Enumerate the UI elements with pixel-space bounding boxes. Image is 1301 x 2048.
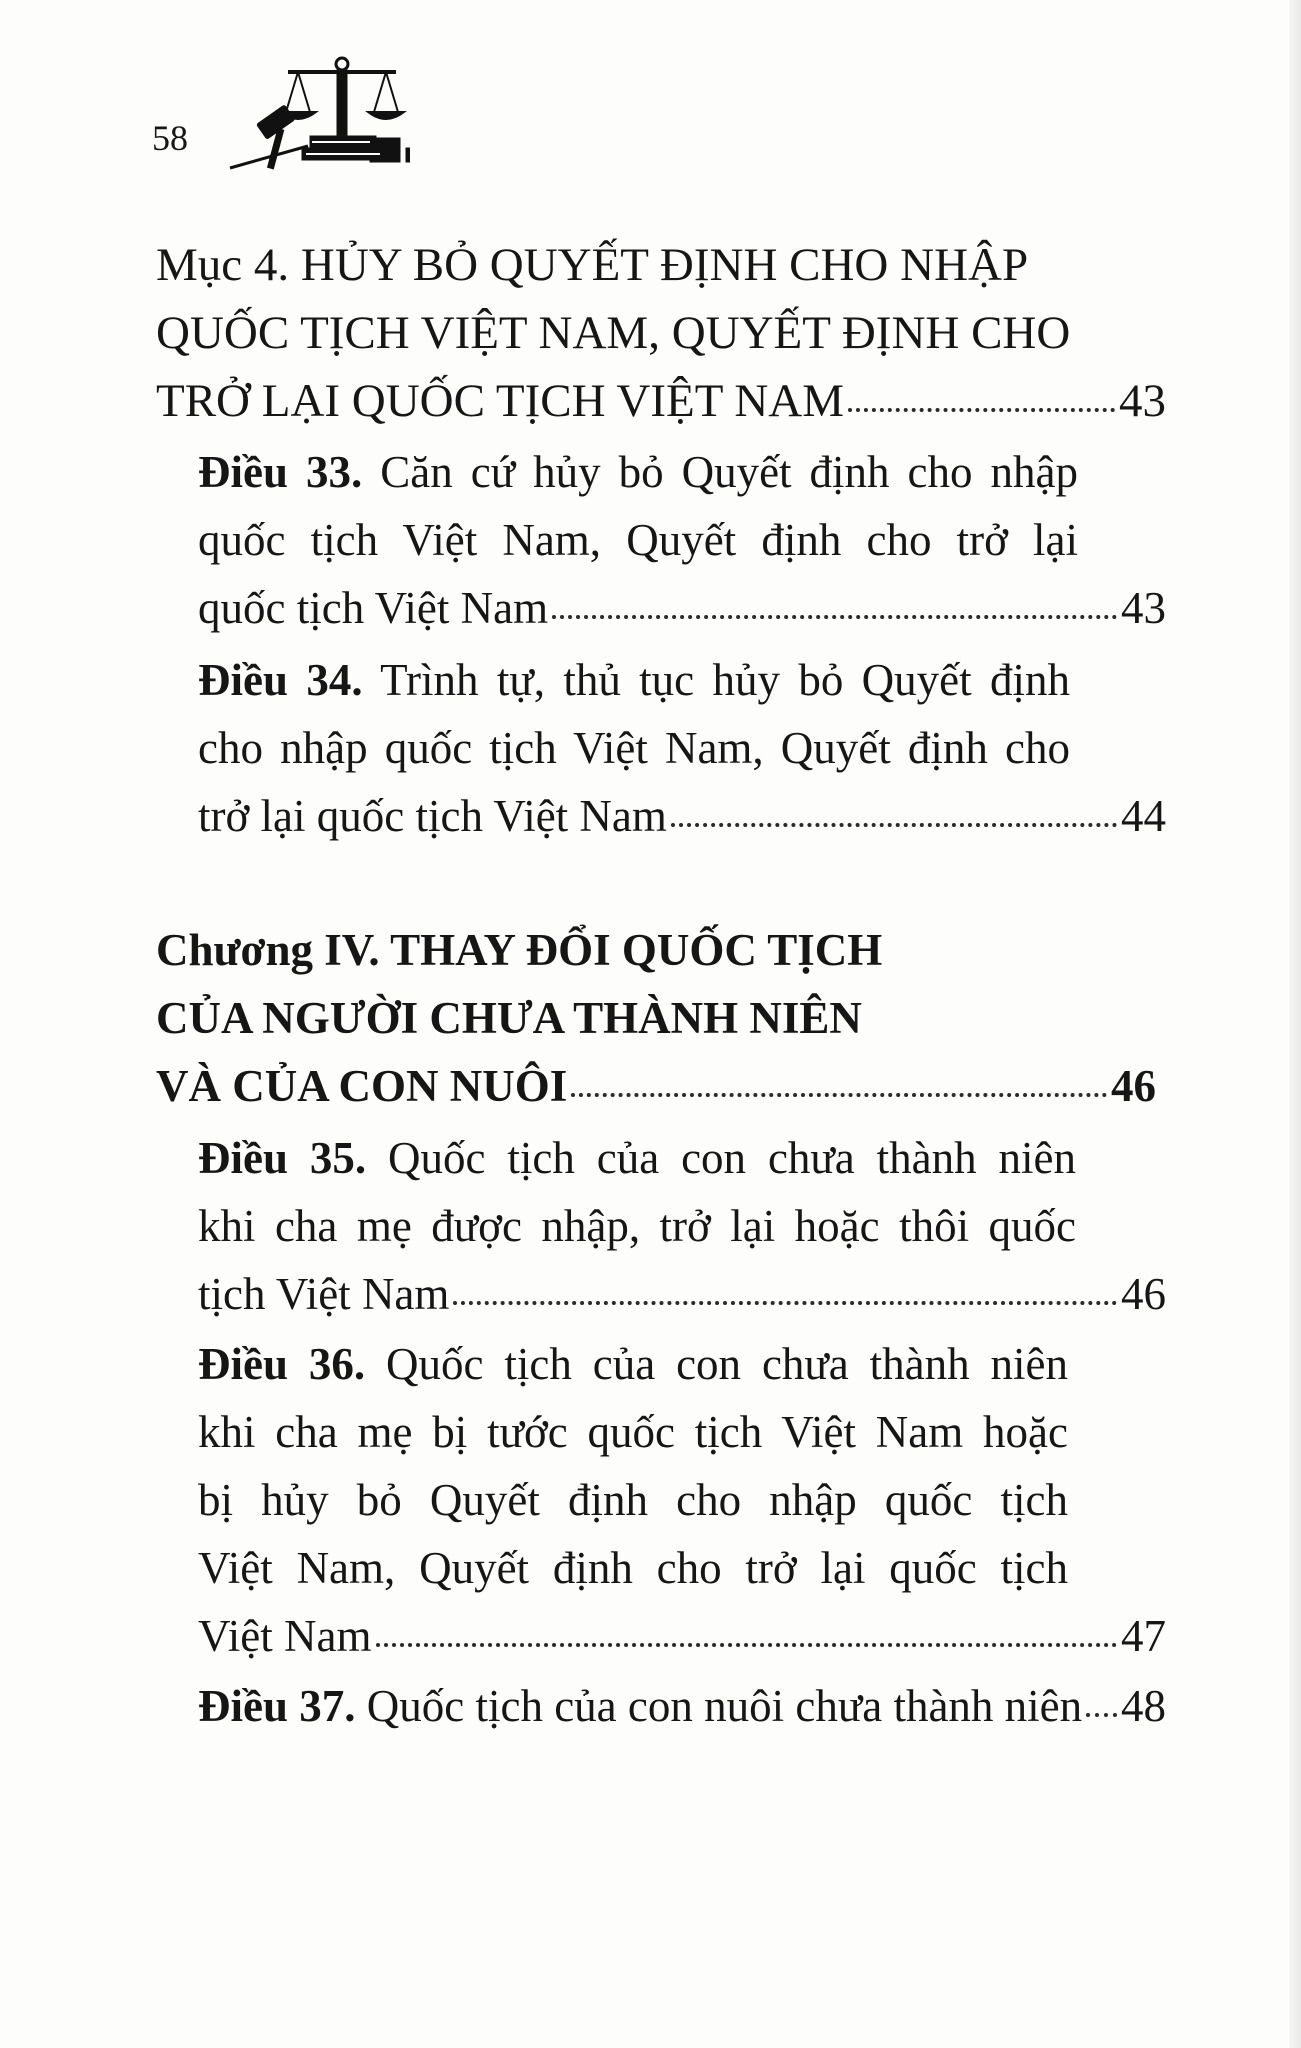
section-entry-leader bbox=[156, 375, 1166, 427]
page-ref: 48 bbox=[1121, 1681, 1166, 1731]
article-title-line bbox=[198, 1339, 1069, 1389]
article-text: Căn cứ hủy bỏ Quyết định cho nhập bbox=[380, 447, 1078, 497]
chapter-entry-leader bbox=[156, 1061, 1156, 1111]
article-title-line: cho nhập quốc tịch Việt Nam, Quyết định cho bbox=[198, 723, 1070, 773]
article-title-line: bị hủy bỏ Quyết định cho nhập quốc tịch bbox=[198, 1475, 1068, 1525]
chapter-title-line: CỦA NGƯỜI CHƯA THÀNH NIÊN bbox=[156, 993, 862, 1043]
dot-leader bbox=[1086, 1713, 1117, 1717]
article-entry-leader bbox=[198, 1611, 1166, 1661]
article-title-line: quốc tịch Việt Nam, Quyết định cho trở lại bbox=[198, 515, 1078, 565]
page-ref: 43 bbox=[1119, 375, 1166, 427]
article-title-line: Việt Nam bbox=[198, 1611, 372, 1661]
section-title-line: Mục 4. HỦY BỎ QUYẾT ĐỊNH CHO NHẬP bbox=[156, 239, 1029, 291]
article-entry-leader bbox=[198, 1269, 1166, 1319]
page-ref: 46 bbox=[1111, 1061, 1156, 1111]
article-number: Điều 35. bbox=[198, 1133, 367, 1183]
section-title-line: QUỐC TỊCH VIỆT NAM, QUYẾT ĐỊNH CHO bbox=[156, 307, 1071, 359]
article-entry-leader bbox=[198, 1681, 1166, 1731]
article-title-line: Việt Nam, Quyết định cho trở lại quốc tịch bbox=[198, 1543, 1068, 1593]
article-text: Quốc tịch của con chưa thành niên bbox=[388, 1133, 1077, 1183]
article-title-line: khi cha mẹ bị tước quốc tịch Việt Nam hoặc bbox=[198, 1407, 1068, 1457]
article-number: Điều 36. bbox=[198, 1339, 366, 1389]
page-ref: 47 bbox=[1121, 1611, 1166, 1661]
article-title-line bbox=[198, 1681, 1083, 1731]
chapter-title-line: VÀ CỦA CON NUÔI bbox=[156, 1061, 568, 1111]
dot-leader bbox=[571, 1093, 1107, 1097]
article-title-line: trở lại quốc tịch Việt Nam bbox=[198, 791, 667, 841]
dot-leader bbox=[376, 1643, 1118, 1647]
article-text: Quốc tịch của con nuôi chưa thành niên bbox=[366, 1681, 1083, 1731]
article-number: Điều 37. bbox=[198, 1681, 356, 1731]
page-header bbox=[152, 50, 552, 180]
page-ref: 43 bbox=[1121, 583, 1166, 633]
article-entry-leader bbox=[198, 791, 1166, 841]
chapter-title-line: Chương IV. THAY ĐỔI QUỐC TỊCH bbox=[156, 925, 883, 975]
page-ref: 46 bbox=[1121, 1269, 1166, 1319]
article-number: Điều 34. bbox=[198, 655, 363, 705]
article-title-line: khi cha mẹ được nhập, trở lại hoặc thôi quốc bbox=[198, 1201, 1076, 1251]
article-title-line: tịch Việt Nam bbox=[198, 1269, 450, 1319]
dot-leader bbox=[848, 408, 1115, 412]
scales-and-gavel-icon bbox=[220, 50, 410, 170]
article-entry-leader bbox=[198, 583, 1166, 633]
dot-leader bbox=[453, 1301, 1117, 1305]
article-text: Trình tự, thủ tục hủy bỏ Quyết định bbox=[380, 655, 1070, 705]
article-title-line bbox=[198, 655, 1070, 705]
article-number: Điều 33. bbox=[198, 447, 363, 497]
dot-leader bbox=[552, 615, 1117, 619]
section-title-line: TRỞ LẠI QUỐC TỊCH VIỆT NAM bbox=[156, 375, 845, 427]
page-edge bbox=[1289, 0, 1301, 2048]
page-number: 58 bbox=[152, 118, 188, 158]
page-ref: 44 bbox=[1121, 791, 1166, 841]
article-text: Quốc tịch của con chưa thành niên bbox=[386, 1339, 1069, 1389]
article-title-line bbox=[198, 1133, 1077, 1183]
article-title-line: quốc tịch Việt Nam bbox=[198, 583, 549, 633]
article-title-line bbox=[198, 447, 1078, 497]
dot-leader bbox=[671, 823, 1117, 827]
